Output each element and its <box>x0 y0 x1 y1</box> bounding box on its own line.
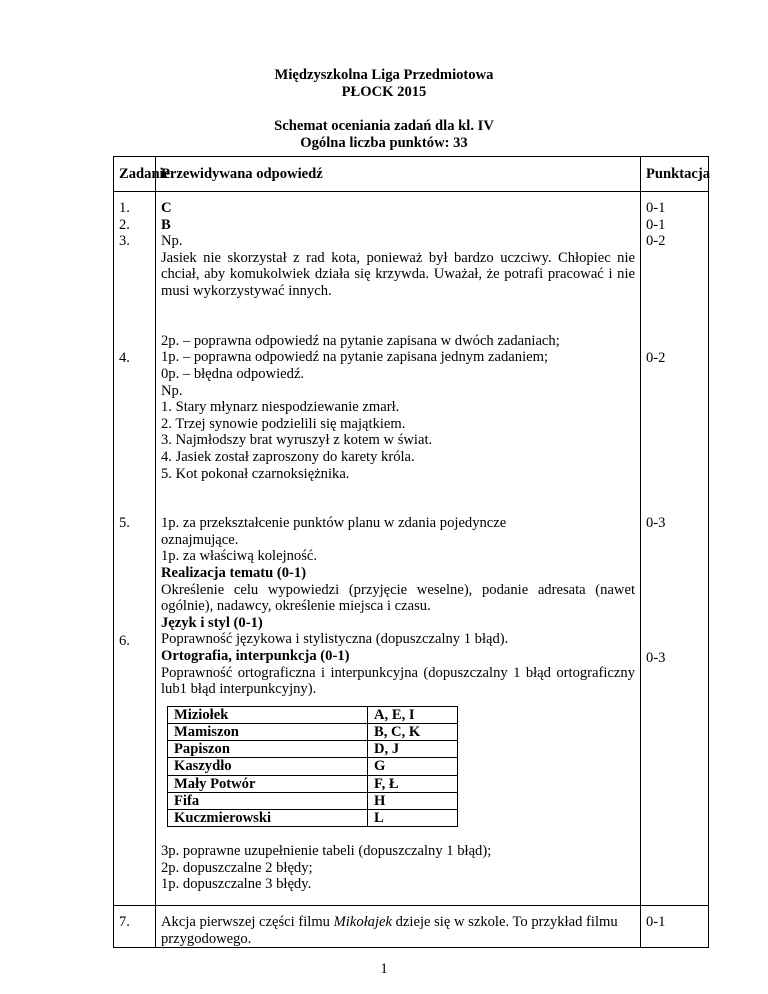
table-header-row <box>114 157 709 192</box>
answer-5-heading-2: Język i styl (0-1) <box>161 614 263 631</box>
title-line-2: PŁOCK 2015 <box>341 84 427 100</box>
table-row: Mamiszon B, C, K <box>168 724 458 741</box>
col-header-zadanie: Zadanie <box>114 157 156 192</box>
answer-5-heading-3: Ortografia, interpunkcja (0-1) <box>161 648 350 665</box>
table-row: Miziołek A, E, I <box>168 706 458 723</box>
task-number-6: 6. <box>119 632 130 649</box>
table-row <box>114 192 709 906</box>
col-header-odpowiedz: Przewidywana odpowiedź <box>156 157 641 192</box>
answers-cell: C B Np. Jasiek nie skorzystał z rad kota, ponieważ był bardzo uczciwy. Chłopiec nie chciał, aby komukolwiek działa się krzywda. Uważał, że potrafi pracować i nie musi wykorzystywać innych. 2p. – poprawna odpowiedź na pytanie zapisana w dwóch zadaniach; 1p. – poprawna odpowiedź na pytanie zapisana jednym zadaniem; 0p. – błędna odpowiedź. Np. 1. Stary młynarz niespodziewanie zmarł. 2. Trzej synowie podzielili się majątkiem. 3. Najmłodszy brat wyruszył z kotem w świat. 4. Jasiek został zaproszony do karety króla. 5. Kot pokonał czarnoksiężnika. 1p. za przekształcenie punktów planu w zdania pojedyncze oznajmujące. 1p. za właściwą kolejność. Realizacja tematu (0-1) Określenie celu wypowiedzi (przyjęcie weselne), podanie adresata (nawet ogólnie), nadawcy, określenie miejsca i czasu. Język i styl (0-1) Poprawność językowa i stylistyczna (dopuszczalny 1 błąd). Ortografia, interpunkcja (0-1) Poprawność ortograficzna i interpunkcyjna (dopuszczalny 1 błąd ortograficzny lub1 błąd interpunkcyjny). Miziołek A, E, I Mamiszon B, C, K Papiszon D, J Kaszydło G Mały Potwór F, Ł Fifa H Kuczmierowski L 3p. poprawne uzupełnienie tabeli (dopuszczalny 1 błąd); 2p. dopuszczalne 2 błędy; 1p. dopuszczalne 3 błędy. <box>156 192 641 906</box>
table-row: Papiszon D, J <box>168 741 458 758</box>
task-numbers: 1. 2. 3. 4. 5. 6. <box>114 192 156 906</box>
task-number-4: 4. <box>119 349 130 366</box>
points-5: 0-3 <box>646 515 666 532</box>
table-row: Kuczmierowski L <box>168 810 458 827</box>
title-line-1: Międzyszkolna Liga Przedmiotowa <box>274 67 494 83</box>
answer-2: B <box>161 216 171 233</box>
table-row: Fifa H <box>168 792 458 809</box>
points-6: 0-3 <box>646 649 666 666</box>
points-7: 0-1 <box>641 906 709 948</box>
task-number-7: 7. <box>114 906 156 948</box>
answer-7: Akcja pierwszej części filmu Mikołajek dzieje się w szkole. To przykład filmu przygodowego. <box>156 906 641 948</box>
page-number: 1 <box>380 961 388 977</box>
title-line-3: Schemat oceniania zadań dla kl. IV <box>274 118 494 134</box>
table-row: Mały Potwór F, Ł <box>168 775 458 792</box>
grading-table <box>113 156 709 948</box>
table-row: Kaszydło G <box>168 758 458 775</box>
col-header-punktacja: Punktacja <box>641 157 709 192</box>
answer-1: C <box>161 200 172 216</box>
points-cell: 0-1 0-1 0-2 0-2 0-3 0-3 <box>641 192 709 906</box>
matching-table <box>167 706 458 827</box>
points-4: 0-2 <box>646 349 666 366</box>
title-line-4: Ogólna liczba punktów: 33 <box>300 135 468 151</box>
task-number-5: 5. <box>119 515 130 532</box>
answer-5-heading-1: Realizacja tematu (0-1) <box>161 565 307 582</box>
answer-3-text: Jasiek nie skorzystał z rad kota, ponieważ był bardzo uczciwy. Chłopiec nie chciał, aby komukolwiek działa się krzywda. Uważał, że potrafi pracować i nie musi wykorzystywać innych. <box>161 249 635 299</box>
table-row <box>114 906 709 948</box>
